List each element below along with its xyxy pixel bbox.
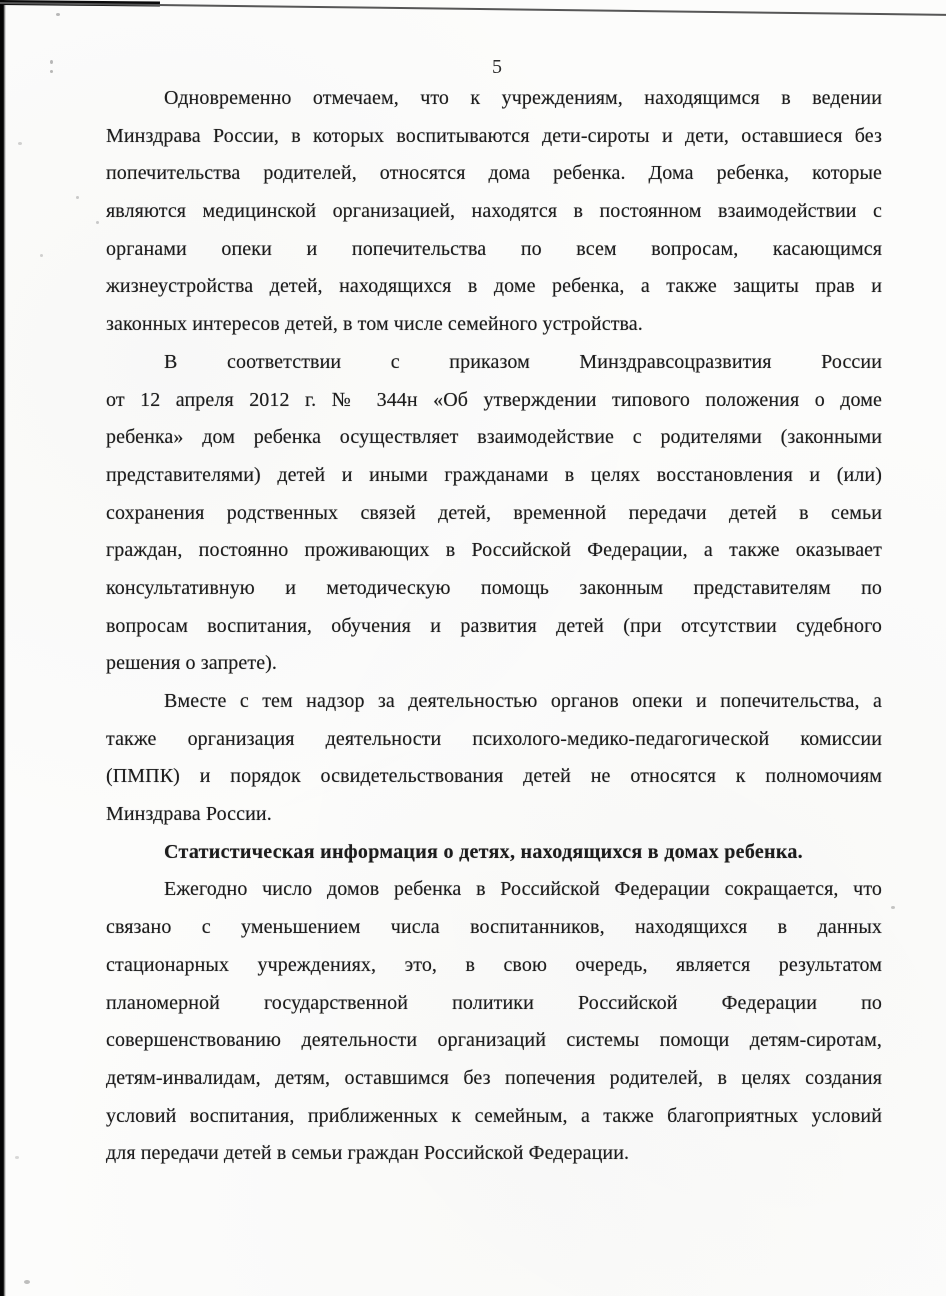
text-line: Вместе с тем надзор за деятельностью органов опеки и попечительства, а [164,690,882,712]
text-line: детям-инвалидам, детям, оставшимся без попечения родителей, в целях создания [106,1066,882,1089]
scan-edge-left [0,0,6,1296]
scan-edge-top-line [0,2,946,16]
text-line: также организация деятельности психолого-медико-педагогической комиссии [106,727,882,750]
text-line: попечительства родителей, относятся дома ребенка. Дома ребенка, которые [106,162,882,185]
text-line: решения о запрете). [106,652,278,675]
paragraph [106,871,882,1173]
text-line: связано с уменьшением числа воспитанников, находящихся в данных [106,916,882,939]
text-line: жизнеустройства детей, находящихся в доме ребенка, а также защиты прав и [106,275,882,298]
scan-speck [96,221,99,224]
text-line: законных интересов детей, в том числе семейного устройства. [106,313,643,336]
scan-speck [15,1156,19,1159]
text-line: консультативную и методическую помощь законным представителям по [106,576,882,599]
text-line: сохранения родственных связей детей, временной передачи детей в семьи [106,501,882,524]
text-line: являются медицинской организацией, находятся в постоянном взаимодействии с [106,200,882,223]
text-line: стационарных учреждениях, это, в свою очередь, является результатом [106,953,882,976]
paragraph [106,80,882,344]
text-line: представителями) детей и иными гражданами в целях восстановления и (или) [106,463,882,486]
text-line: от 12 апреля 2012 г. № 344н «Об утверждении типового положения о доме [106,388,882,411]
text-line: для передачи детей в семьи граждан Российской Федерации. [106,1142,630,1165]
text-line: В соответствии с приказом Минздравсоцразвития России [164,350,882,373]
scan-speck [891,906,895,909]
text-line: Минздрава России, в которых воспитываются дети-сироты и дети, оставшиеся без [106,124,882,147]
text-line: органами опеки и попечительства по всем вопросам, касающимся [106,237,882,260]
scan-speck [56,13,60,16]
section-heading: Статистическая информация о детях, находящихся в домах ребенка. [164,840,803,863]
text-line: планомерной государственной политики Российской Федерации по [106,991,882,1014]
text-line: вопросам воспитания, обучения и развития детей (при отсутствии судебного [106,614,882,637]
text-line: (ПМПК) и порядок освидетельствования детей не относятся к полномочиям [106,765,882,788]
paragraph [106,683,882,834]
scan-speck [18,142,22,145]
text-line: ребенка» дом ребенка осуществляет взаимодействие с родителями (законными [106,426,882,449]
text-line: условий воспитания, приближенных к семейным, а также благоприятных условий [106,1104,882,1127]
text-line: Минздрава России. [106,803,272,826]
scan-speck [24,1280,30,1284]
text-line: Ежегодно число домов ребенка в Российской Федерации сокращается, что [164,878,882,901]
text-line: Одновременно отмечаем, что к учреждениям, находящимся в ведении [164,87,882,109]
text-line: граждан, постоянно проживающих в Российской Федерации, а также оказывает [106,539,882,562]
scan-speck [40,254,43,257]
document-body [106,80,882,1173]
scan-speck [76,196,79,199]
page-number: 5 [492,56,502,78]
text-line: совершенствованию деятельности организаций системы помощи детям-сиротам, [106,1029,882,1052]
paragraph [106,344,882,683]
